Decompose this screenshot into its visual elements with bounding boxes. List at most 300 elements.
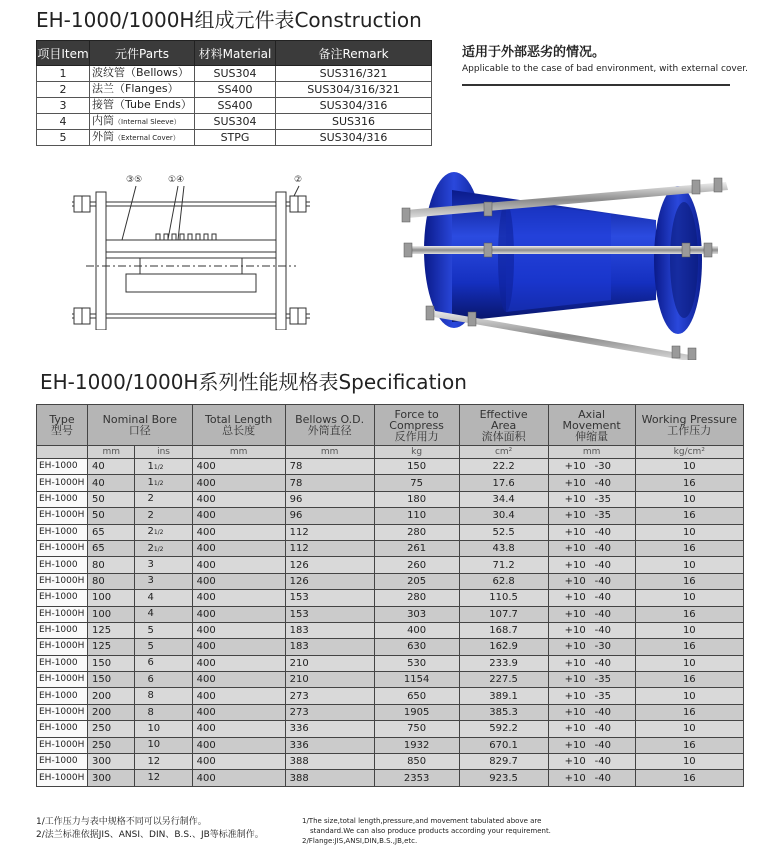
bore-mm-cell: 250 bbox=[88, 721, 135, 737]
header-remark: 备注Remark bbox=[276, 41, 432, 66]
movement-plus: +10 bbox=[564, 543, 586, 555]
movement-cell bbox=[548, 704, 635, 720]
pressure-cell: 16 bbox=[635, 540, 743, 556]
movement-cell bbox=[548, 754, 635, 770]
bore-mm-cell: 40 bbox=[88, 459, 135, 475]
spec-row bbox=[37, 491, 744, 507]
bore-ins-whole: 4 bbox=[147, 608, 154, 620]
movement-minus: -40 bbox=[594, 657, 611, 669]
bore-ins-cell bbox=[135, 770, 192, 786]
header-movement bbox=[548, 405, 635, 446]
bore-mm-cell: 125 bbox=[88, 639, 135, 655]
bore-ins-whole: 6 bbox=[147, 673, 154, 685]
spec-row bbox=[37, 606, 744, 622]
header-od-cn: 外筒直径 bbox=[307, 424, 352, 437]
movement-cell bbox=[548, 606, 635, 622]
unit-force: kg bbox=[374, 446, 459, 459]
bore-ins-whole: 2 bbox=[147, 542, 154, 554]
material-cell: STPG bbox=[195, 130, 276, 146]
bore-mm-cell: 80 bbox=[88, 557, 135, 573]
bore-ins-fraction: 1/2 bbox=[153, 529, 164, 537]
od-cell: 183 bbox=[285, 639, 374, 655]
header-area bbox=[459, 405, 548, 446]
length-cell: 400 bbox=[192, 606, 285, 622]
header-length-cn: 总长度 bbox=[222, 424, 256, 437]
length-cell: 400 bbox=[192, 721, 285, 737]
header-move-cn: 伸缩量 bbox=[575, 429, 609, 443]
movement-minus: -30 bbox=[594, 641, 611, 653]
bore-ins-whole: 10 bbox=[147, 722, 161, 734]
length-cell: 400 bbox=[192, 557, 285, 573]
movement-minus: -30 bbox=[594, 461, 611, 473]
bore-mm-cell: 150 bbox=[88, 672, 135, 688]
area-cell: 592.2 bbox=[459, 721, 548, 737]
bore-mm-cell: 250 bbox=[88, 737, 135, 753]
remark-cell: SUS316/321 bbox=[276, 66, 432, 82]
pressure-cell: 10 bbox=[635, 655, 743, 671]
pressure-cell: 16 bbox=[635, 704, 743, 720]
area-cell: 389.1 bbox=[459, 688, 548, 704]
material-cell: SUS304 bbox=[195, 66, 276, 82]
bore-mm-cell: 50 bbox=[88, 491, 135, 507]
area-cell: 162.9 bbox=[459, 639, 548, 655]
length-cell: 400 bbox=[192, 573, 285, 589]
bore-ins-cell bbox=[135, 737, 192, 753]
header-press-cn: 工作压力 bbox=[667, 424, 712, 437]
spec-row bbox=[37, 540, 744, 556]
movement-plus: +10 bbox=[564, 608, 586, 620]
header-item: 项目Item bbox=[37, 41, 90, 66]
movement-plus: +10 bbox=[564, 739, 586, 751]
type-cell: EH-1000 bbox=[37, 655, 88, 671]
length-cell: 400 bbox=[192, 655, 285, 671]
part-name: 波纹管（Bellows） bbox=[92, 66, 189, 79]
item-cell: 2 bbox=[37, 82, 90, 98]
area-cell: 43.8 bbox=[459, 540, 548, 556]
od-cell: 273 bbox=[285, 688, 374, 704]
remark-cell: SUS304/316 bbox=[276, 130, 432, 146]
part-name: 接管（Tube Ends） bbox=[92, 98, 192, 111]
bore-ins-cell bbox=[135, 573, 192, 589]
type-cell: EH-1000H bbox=[37, 573, 88, 589]
movement-cell bbox=[548, 672, 635, 688]
bore-ins-whole: 5 bbox=[147, 624, 154, 636]
od-cell: 112 bbox=[285, 524, 374, 540]
movement-minus: -40 bbox=[594, 559, 611, 571]
movement-cell bbox=[548, 508, 635, 524]
header-bore bbox=[88, 405, 193, 446]
od-cell: 96 bbox=[285, 508, 374, 524]
od-cell: 112 bbox=[285, 540, 374, 556]
area-cell: 233.9 bbox=[459, 655, 548, 671]
movement-cell bbox=[548, 590, 635, 606]
unit-movement: mm bbox=[548, 446, 635, 459]
header-od bbox=[285, 405, 374, 446]
product-image bbox=[396, 150, 736, 360]
area-cell: 168.7 bbox=[459, 622, 548, 638]
remark-cell: SUS316 bbox=[276, 114, 432, 130]
remark-cell: SUS304/316 bbox=[276, 98, 432, 114]
spec-row bbox=[37, 721, 744, 737]
bore-mm-cell: 40 bbox=[88, 475, 135, 491]
pressure-cell: 16 bbox=[635, 672, 743, 688]
pressure-cell: 16 bbox=[635, 737, 743, 753]
length-cell: 400 bbox=[192, 704, 285, 720]
movement-plus: +10 bbox=[564, 510, 586, 522]
bore-ins-cell bbox=[135, 524, 192, 540]
length-cell: 400 bbox=[192, 754, 285, 770]
movement-plus: +10 bbox=[564, 477, 586, 489]
bore-ins-fraction: 1/2 bbox=[153, 480, 164, 488]
bore-mm-cell: 200 bbox=[88, 704, 135, 720]
movement-plus: +10 bbox=[564, 657, 586, 669]
part-cell bbox=[90, 98, 195, 114]
length-cell: 400 bbox=[192, 491, 285, 507]
type-cell: EH-1000H bbox=[37, 540, 88, 556]
movement-cell bbox=[548, 540, 635, 556]
bore-ins-whole: 2 bbox=[147, 526, 154, 538]
bore-ins-cell bbox=[135, 672, 192, 688]
part-name-en: （External Cover） bbox=[114, 134, 180, 142]
remark-cell: SUS304/316/321 bbox=[276, 82, 432, 98]
header-type-en: Type bbox=[49, 413, 75, 426]
pressure-cell: 10 bbox=[635, 622, 743, 638]
movement-plus: +10 bbox=[564, 772, 586, 784]
spec-row bbox=[37, 672, 744, 688]
part-cell bbox=[90, 82, 195, 98]
type-cell: EH-1000H bbox=[37, 639, 88, 655]
bore-mm-cell: 100 bbox=[88, 606, 135, 622]
unit-area: cm² bbox=[459, 446, 548, 459]
force-cell: 750 bbox=[374, 721, 459, 737]
od-cell: 336 bbox=[285, 721, 374, 737]
area-cell: 670.1 bbox=[459, 737, 548, 753]
footer-en-3: 2/Flange:JIS,ANSI,DIN,B.S.,JB,etc. bbox=[302, 837, 418, 845]
movement-cell bbox=[548, 491, 635, 507]
note-title-en: Applicable to the case of bad environment, with external cover. bbox=[462, 64, 749, 74]
part-name: 内筒 bbox=[92, 114, 114, 127]
unit-ins: ins bbox=[135, 446, 192, 459]
movement-minus: -40 bbox=[594, 723, 611, 735]
movement-cell bbox=[548, 622, 635, 638]
bore-mm-cell: 300 bbox=[88, 754, 135, 770]
footer-en-1: 1/The size,total length,pressure,and movement tabulated above are bbox=[302, 817, 542, 825]
spec-row bbox=[37, 475, 744, 491]
force-cell: 650 bbox=[374, 688, 459, 704]
header-length bbox=[192, 405, 285, 446]
movement-minus: -40 bbox=[594, 526, 611, 538]
pressure-cell: 16 bbox=[635, 508, 743, 524]
header-area-en2: Area bbox=[490, 418, 517, 432]
bore-mm-cell: 150 bbox=[88, 655, 135, 671]
od-cell: 126 bbox=[285, 557, 374, 573]
bore-mm-cell: 65 bbox=[88, 540, 135, 556]
header-parts: 元件Parts bbox=[90, 41, 195, 66]
force-cell: 1932 bbox=[374, 737, 459, 753]
movement-minus: -40 bbox=[594, 543, 611, 555]
movement-plus: +10 bbox=[564, 674, 586, 686]
header-force bbox=[374, 405, 459, 446]
length-cell: 400 bbox=[192, 524, 285, 540]
force-cell: 303 bbox=[374, 606, 459, 622]
od-cell: 78 bbox=[285, 475, 374, 491]
length-cell: 400 bbox=[192, 672, 285, 688]
spec-row bbox=[37, 770, 744, 786]
pressure-cell: 16 bbox=[635, 639, 743, 655]
type-cell: EH-1000 bbox=[37, 557, 88, 573]
callout-1-4: ①④ bbox=[168, 175, 185, 185]
force-cell: 150 bbox=[374, 459, 459, 475]
spec-table bbox=[36, 404, 744, 787]
material-cell: SS400 bbox=[195, 98, 276, 114]
header-force-en1: Force to bbox=[394, 407, 439, 421]
header-force-en2: Compress bbox=[389, 418, 444, 432]
material-cell: SUS304 bbox=[195, 114, 276, 130]
movement-plus: +10 bbox=[564, 756, 586, 768]
type-cell: EH-1000 bbox=[37, 459, 88, 475]
area-cell: 110.5 bbox=[459, 590, 548, 606]
bore-ins-whole: 1 bbox=[147, 460, 154, 472]
bore-ins-whole: 4 bbox=[147, 591, 154, 603]
construction-row bbox=[37, 114, 432, 130]
movement-minus: -35 bbox=[594, 493, 611, 505]
spec-row bbox=[37, 459, 744, 475]
movement-cell bbox=[548, 639, 635, 655]
bore-ins-cell bbox=[135, 475, 192, 491]
od-cell: 126 bbox=[285, 573, 374, 589]
bore-ins-fraction: 1/2 bbox=[153, 545, 164, 553]
bore-ins-whole: 10 bbox=[147, 739, 161, 751]
spec-row bbox=[37, 655, 744, 671]
od-cell: 153 bbox=[285, 606, 374, 622]
area-cell: 829.7 bbox=[459, 754, 548, 770]
header-area-cn: 流体面积 bbox=[481, 429, 526, 443]
pressure-cell: 10 bbox=[635, 721, 743, 737]
spec-title: EH-1000/1000H系列性能规格表Specification bbox=[40, 370, 467, 394]
note-divider bbox=[462, 84, 730, 86]
area-cell: 71.2 bbox=[459, 557, 548, 573]
pressure-cell: 10 bbox=[635, 524, 743, 540]
force-cell: 205 bbox=[374, 573, 459, 589]
construction-title: EH-1000/1000H组成元件表Construction bbox=[36, 8, 422, 32]
spec-row bbox=[37, 737, 744, 753]
movement-cell bbox=[548, 721, 635, 737]
header-type bbox=[37, 405, 88, 446]
header-pressure bbox=[635, 405, 743, 446]
movement-cell bbox=[548, 688, 635, 704]
type-cell: EH-1000H bbox=[37, 770, 88, 786]
movement-cell bbox=[548, 655, 635, 671]
movement-minus: -40 bbox=[594, 592, 611, 604]
construction-row bbox=[37, 82, 432, 98]
header-force-cn: 反作用力 bbox=[394, 429, 439, 443]
header-press-en: Working Pressure bbox=[641, 413, 737, 426]
unit-od: mm bbox=[285, 446, 374, 459]
type-cell: EH-1000 bbox=[37, 590, 88, 606]
od-cell: 388 bbox=[285, 754, 374, 770]
pressure-cell: 10 bbox=[635, 688, 743, 704]
area-cell: 107.7 bbox=[459, 606, 548, 622]
footer-cn-1: 1/工作压力与表中规格不同可以另行制作。 bbox=[36, 817, 207, 827]
type-cell: EH-1000H bbox=[37, 704, 88, 720]
length-cell: 400 bbox=[192, 459, 285, 475]
spec-row bbox=[37, 622, 744, 638]
unit-pressure: kg/cm² bbox=[635, 446, 743, 459]
callout-3-5: ③⑤ bbox=[126, 175, 143, 185]
movement-plus: +10 bbox=[564, 592, 586, 604]
type-cell: EH-1000H bbox=[37, 475, 88, 491]
movement-minus: -40 bbox=[594, 608, 611, 620]
movement-plus: +10 bbox=[564, 723, 586, 735]
item-cell: 1 bbox=[37, 66, 90, 82]
header-move-en1: Axial bbox=[578, 407, 606, 421]
tie-rod-middle bbox=[408, 246, 718, 254]
force-cell: 180 bbox=[374, 491, 459, 507]
bore-ins-fraction: 1/2 bbox=[153, 463, 164, 471]
bore-ins-cell bbox=[135, 590, 192, 606]
od-cell: 78 bbox=[285, 459, 374, 475]
pressure-cell: 10 bbox=[635, 491, 743, 507]
bore-ins-cell bbox=[135, 557, 192, 573]
bore-mm-cell: 65 bbox=[88, 524, 135, 540]
length-cell: 400 bbox=[192, 475, 285, 491]
part-name: 外筒 bbox=[92, 130, 114, 143]
bore-ins-whole: 8 bbox=[147, 690, 154, 702]
area-cell: 62.8 bbox=[459, 573, 548, 589]
pressure-cell: 10 bbox=[635, 754, 743, 770]
note-title-cn: 适用于外部恶劣的情况。 bbox=[462, 45, 606, 60]
force-cell: 2353 bbox=[374, 770, 459, 786]
movement-plus: +10 bbox=[564, 575, 586, 587]
movement-cell bbox=[548, 475, 635, 491]
part-name-en: （Internal Sleeve） bbox=[114, 118, 181, 126]
force-cell: 260 bbox=[374, 557, 459, 573]
material-cell: SS400 bbox=[195, 82, 276, 98]
movement-plus: +10 bbox=[564, 690, 586, 702]
movement-cell bbox=[548, 737, 635, 753]
type-cell: EH-1000H bbox=[37, 672, 88, 688]
bore-mm-cell: 300 bbox=[88, 770, 135, 786]
spec-row bbox=[37, 557, 744, 573]
spec-row bbox=[37, 524, 744, 540]
od-cell: 210 bbox=[285, 655, 374, 671]
movement-plus: +10 bbox=[564, 641, 586, 653]
length-cell: 400 bbox=[192, 590, 285, 606]
bore-mm-cell: 50 bbox=[88, 508, 135, 524]
construction-table-body bbox=[37, 66, 432, 146]
unit-length: mm bbox=[192, 446, 285, 459]
bore-ins-whole: 3 bbox=[147, 559, 154, 571]
units-row bbox=[37, 446, 744, 459]
force-cell: 630 bbox=[374, 639, 459, 655]
callout-2: ② bbox=[294, 175, 303, 185]
type-cell: EH-1000 bbox=[37, 622, 88, 638]
area-cell: 923.5 bbox=[459, 770, 548, 786]
bore-ins-whole: 2 bbox=[147, 493, 154, 505]
part-cell bbox=[90, 114, 195, 130]
spec-row bbox=[37, 754, 744, 770]
header-length-en: Total Length bbox=[205, 413, 273, 426]
type-cell: EH-1000 bbox=[37, 524, 88, 540]
bore-ins-whole: 12 bbox=[147, 755, 161, 767]
type-cell: EH-1000 bbox=[37, 688, 88, 704]
movement-minus: -35 bbox=[594, 690, 611, 702]
bore-ins-cell bbox=[135, 622, 192, 638]
bore-ins-cell bbox=[135, 655, 192, 671]
bore-mm-cell: 80 bbox=[88, 573, 135, 589]
item-cell: 3 bbox=[37, 98, 90, 114]
header-move-en2: Movement bbox=[562, 418, 621, 432]
spec-row bbox=[37, 688, 744, 704]
bore-ins-whole: 2 bbox=[147, 509, 154, 521]
length-cell: 400 bbox=[192, 688, 285, 704]
force-cell: 75 bbox=[374, 475, 459, 491]
od-cell: 96 bbox=[285, 491, 374, 507]
movement-plus: +10 bbox=[564, 559, 586, 571]
length-cell: 400 bbox=[192, 737, 285, 753]
type-cell: EH-1000H bbox=[37, 508, 88, 524]
bore-ins-whole: 3 bbox=[147, 575, 154, 587]
pressure-cell: 16 bbox=[635, 573, 743, 589]
od-cell: 183 bbox=[285, 622, 374, 638]
bore-ins-whole: 6 bbox=[147, 657, 154, 669]
movement-minus: -35 bbox=[594, 674, 611, 686]
header-type-cn: 型号 bbox=[51, 424, 73, 437]
force-cell: 850 bbox=[374, 754, 459, 770]
bore-ins-cell bbox=[135, 754, 192, 770]
movement-minus: -40 bbox=[594, 772, 611, 784]
movement-cell bbox=[548, 459, 635, 475]
header-od-en: Bellows O.D. bbox=[295, 413, 365, 426]
unit-mm: mm bbox=[88, 446, 135, 459]
type-cell: EH-1000 bbox=[37, 754, 88, 770]
movement-minus: -40 bbox=[594, 625, 611, 637]
area-cell: 22.2 bbox=[459, 459, 548, 475]
type-cell: EH-1000 bbox=[37, 491, 88, 507]
movement-plus: +10 bbox=[564, 625, 586, 637]
part-cell bbox=[90, 66, 195, 82]
length-cell: 400 bbox=[192, 770, 285, 786]
length-cell: 400 bbox=[192, 622, 285, 638]
force-cell: 261 bbox=[374, 540, 459, 556]
construction-drawing bbox=[66, 170, 316, 330]
force-cell: 1154 bbox=[374, 672, 459, 688]
area-cell: 17.6 bbox=[459, 475, 548, 491]
header-area-en1: Effective bbox=[479, 407, 528, 421]
pressure-cell: 16 bbox=[635, 770, 743, 786]
movement-minus: -40 bbox=[594, 707, 611, 719]
force-cell: 280 bbox=[374, 524, 459, 540]
movement-cell bbox=[548, 524, 635, 540]
od-cell: 336 bbox=[285, 737, 374, 753]
area-cell: 30.4 bbox=[459, 508, 548, 524]
movement-cell bbox=[548, 573, 635, 589]
area-cell: 34.4 bbox=[459, 491, 548, 507]
pressure-cell: 10 bbox=[635, 557, 743, 573]
movement-minus: -40 bbox=[594, 575, 611, 587]
movement-minus: -40 bbox=[594, 756, 611, 768]
type-cell: EH-1000H bbox=[37, 606, 88, 622]
spec-row bbox=[37, 704, 744, 720]
bore-ins-whole: 5 bbox=[147, 640, 154, 652]
pressure-cell: 10 bbox=[635, 459, 743, 475]
footer-en-2: standard.We can also produce products according your requirement. bbox=[310, 827, 551, 835]
header-material: 材料Material bbox=[195, 41, 276, 66]
spec-row bbox=[37, 573, 744, 589]
force-cell: 280 bbox=[374, 590, 459, 606]
pressure-cell: 10 bbox=[635, 590, 743, 606]
construction-table bbox=[36, 40, 432, 146]
